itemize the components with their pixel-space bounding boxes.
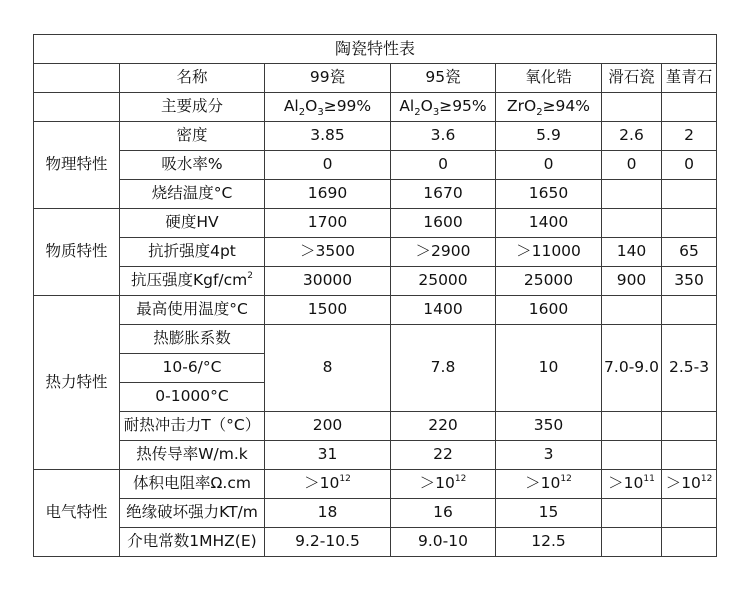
table-row (34, 499, 717, 528)
table-row (34, 122, 717, 151)
value-cell: 7.8 (391, 325, 496, 412)
value-cell: 3 (496, 441, 602, 470)
group-physical: 物理特性 (34, 122, 120, 209)
composition-zirconia: ZrO$_2$≥94% (496, 93, 602, 122)
value-cell: 7.0-9.0 (602, 325, 662, 412)
value-cell: 0 (391, 151, 496, 180)
value-cell: 9.0-10 (391, 528, 496, 557)
ceramic-properties-table (33, 34, 717, 557)
row-label-max-temperature: 最高使用温度°C (120, 296, 265, 325)
value-cell: 350 (496, 412, 602, 441)
value-cell: 1700 (265, 209, 391, 238)
table-row (34, 180, 717, 209)
row-label-composition: 主要成分 (120, 93, 265, 122)
header-steatite: 滑石瓷 (602, 64, 662, 93)
table-row (34, 151, 717, 180)
table-row (34, 209, 717, 238)
value-cell: 1650 (496, 180, 602, 209)
table-row (34, 325, 717, 354)
value-cell: 140 (602, 238, 662, 267)
value-cell: $>10^{12}$ (391, 470, 496, 499)
row-label-thermal-shock: 耐热冲击力T（°C） (120, 412, 265, 441)
value-cell: ＞2900 (391, 238, 496, 267)
row-label-flexural: 抗折强度4pt (120, 238, 265, 267)
row-label-resistivity: 体积电阻率Ω.cm (120, 470, 265, 499)
row-label-sintering: 烧结温度°C (120, 180, 265, 209)
row-label-hardness: 硬度HV (120, 209, 265, 238)
value-cell: 65 (662, 238, 717, 267)
value-cell: 9.2-10.5 (265, 528, 391, 557)
group-electrical: 电气特性 (34, 470, 120, 557)
composition-steatite-empty (602, 93, 662, 122)
value-cell (602, 412, 662, 441)
composition-99-ceramic: $Al_2O_3\ge 99\%$ (265, 93, 391, 122)
value-cell: $>10^{11}$ (602, 470, 662, 499)
header-95-ceramic: 95瓷 (391, 64, 496, 93)
value-cell (662, 441, 717, 470)
value-cell (662, 209, 717, 238)
value-cell: 2.5-3 (662, 325, 717, 412)
table-row (34, 528, 717, 557)
title-row (34, 35, 717, 64)
table-row (34, 267, 717, 296)
value-cell: ＞11000 (496, 238, 602, 267)
value-cell (662, 528, 717, 557)
value-cell: 1400 (496, 209, 602, 238)
header-cordierite: 堇青石 (662, 64, 717, 93)
table-row (34, 296, 717, 325)
value-cell (602, 499, 662, 528)
value-cell (602, 441, 662, 470)
value-cell (602, 180, 662, 209)
table-row (34, 238, 717, 267)
value-cell: $>10^{12}$ (662, 470, 717, 499)
table-row (34, 470, 717, 499)
header-row (34, 64, 717, 93)
row-label-density: 密度 (120, 122, 265, 151)
value-cell: 2.6 (602, 122, 662, 151)
value-cell: 0 (265, 151, 391, 180)
value-cell (602, 209, 662, 238)
composition-row (34, 93, 717, 122)
value-cell: 31 (265, 441, 391, 470)
value-cell: 1500 (265, 296, 391, 325)
value-cell: 200 (265, 412, 391, 441)
row-label-compressive: 抗压强度Kgf/$cm^2$ (120, 267, 265, 296)
composition-cordierite-empty (662, 93, 717, 122)
value-cell: 1600 (391, 209, 496, 238)
value-cell (662, 412, 717, 441)
header-name: 名称 (120, 64, 265, 93)
row-label-expansion-unit: 10-6/°C (120, 354, 265, 383)
row-label-permittivity: 介电常数1MHZ(E) (120, 528, 265, 557)
value-cell: 22 (391, 441, 496, 470)
value-cell: 8 (265, 325, 391, 412)
value-cell: $>10^{12}$ (265, 470, 391, 499)
table-row (34, 441, 717, 470)
value-cell (602, 528, 662, 557)
group-material: 物质特性 (34, 209, 120, 296)
value-cell: 1690 (265, 180, 391, 209)
table-row (34, 412, 717, 441)
value-cell: 1600 (496, 296, 602, 325)
value-cell: 220 (391, 412, 496, 441)
value-cell: 1400 (391, 296, 496, 325)
value-cell: ＞3500 (265, 238, 391, 267)
value-cell: 0 (602, 151, 662, 180)
value-cell: 25000 (391, 267, 496, 296)
value-cell: 12.5 (496, 528, 602, 557)
value-cell: $>10^{12}$ (496, 470, 602, 499)
value-cell: 30000 (265, 267, 391, 296)
value-cell: 900 (602, 267, 662, 296)
value-cell (662, 499, 717, 528)
ceramic-properties-sheet (33, 34, 717, 557)
header-99-ceramic: 99瓷 (265, 64, 391, 93)
value-cell: 15 (496, 499, 602, 528)
value-cell: 3.6 (391, 122, 496, 151)
value-cell: 350 (662, 267, 717, 296)
value-cell (662, 180, 717, 209)
header-blank-cell (34, 64, 120, 93)
composition-blank-cell (34, 93, 120, 122)
header-zirconia: 氧化锆 (496, 64, 602, 93)
row-label-absorption: 吸水率% (120, 151, 265, 180)
row-label-dielectric-strength: 绝缘破坏强力KT/m (120, 499, 265, 528)
value-cell: 16 (391, 499, 496, 528)
row-label-expansion-range: 0-1000°C (120, 383, 265, 412)
value-cell (662, 296, 717, 325)
value-cell: 25000 (496, 267, 602, 296)
value-cell: 18 (265, 499, 391, 528)
value-cell: 1670 (391, 180, 496, 209)
value-cell: 0 (496, 151, 602, 180)
value-cell: 5.9 (496, 122, 602, 151)
group-thermal: 热力特性 (34, 296, 120, 470)
composition-95-ceramic: $Al_2O_3\ge 95\%$ (391, 93, 496, 122)
row-label-expansion: 热膨胀系数 (120, 325, 265, 354)
table-title: 陶瓷特性表 (34, 35, 717, 64)
value-cell: 10 (496, 325, 602, 412)
value-cell: 2 (662, 122, 717, 151)
value-cell: 0 (662, 151, 717, 180)
value-cell: 3.85 (265, 122, 391, 151)
value-cell (602, 296, 662, 325)
row-label-thermal-conductivity: 热传导率W/m.k (120, 441, 265, 470)
